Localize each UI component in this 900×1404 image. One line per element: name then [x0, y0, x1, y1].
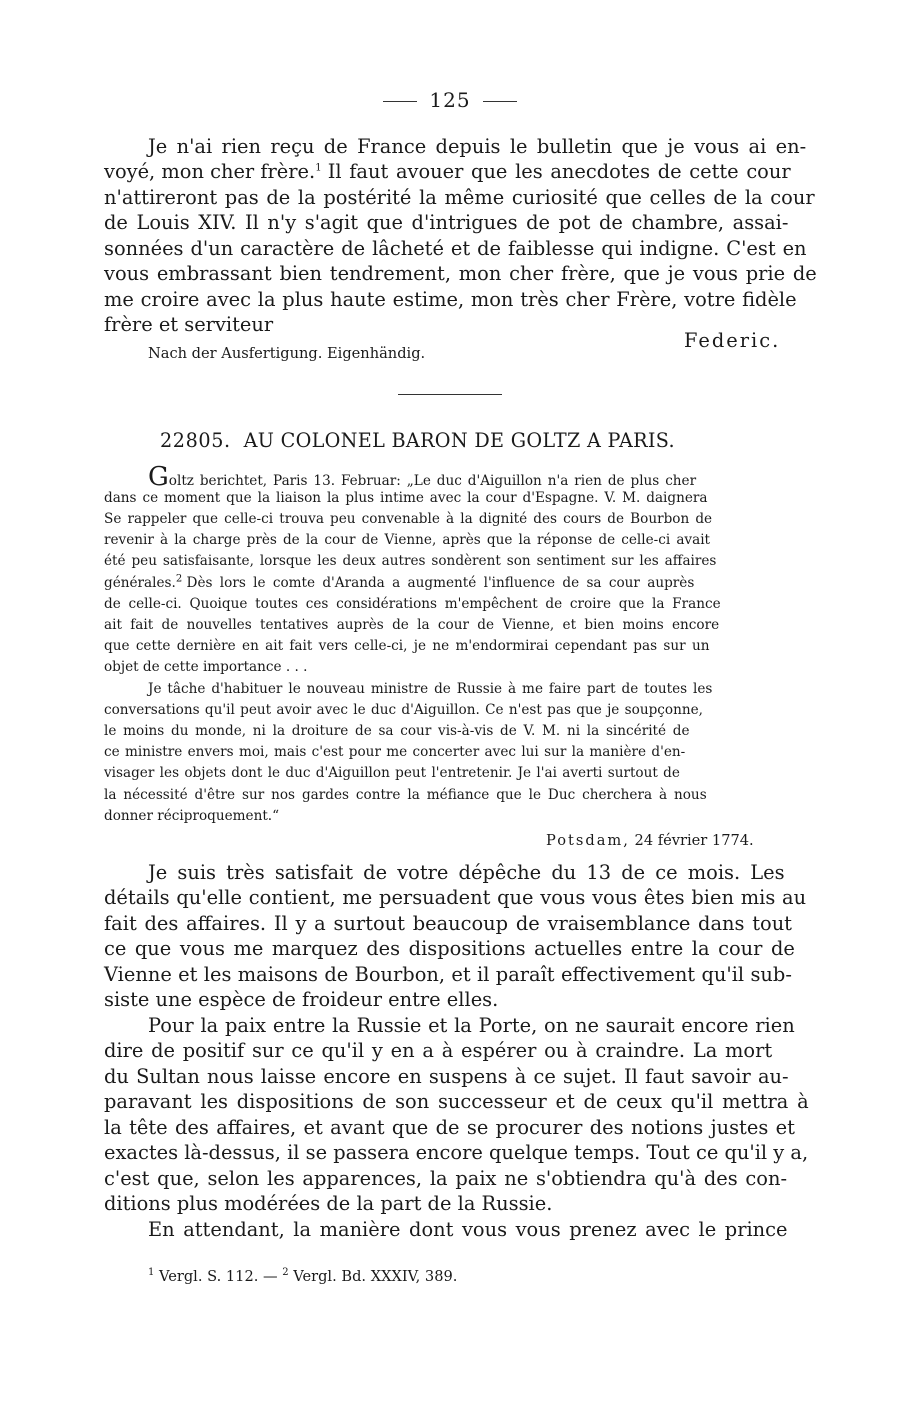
- initial-letter: G: [148, 462, 169, 492]
- letter1-line: sonnées d'un caractère de lâcheté et de faiblesse qui indigne. C'est en: [104, 237, 807, 260]
- body-line: En attendant, la manière dont vous vous prenez avec le prince: [148, 1218, 788, 1241]
- footnote-mark: 1: [148, 1267, 155, 1279]
- section-separator: [398, 394, 502, 395]
- summary-line: ait fait de nouvelles tentatives auprès de la cour de Vienne, et bien moins encore: [104, 617, 720, 633]
- body-line: fait des affaires. Il y a surtout beaucoup de vraisemblance dans tout: [104, 912, 792, 935]
- footnote-ref: 2: [175, 573, 183, 585]
- body-line: Je suis très satisfait de votre dépêche du 13 de ce mois. Les: [148, 861, 785, 884]
- body-line: ditions plus modérées de la part de la Russie.: [104, 1192, 553, 1215]
- summary-line: dans ce moment que la liaison la plus intime avec la cour d'Espagne. V. M. daignera: [104, 490, 708, 506]
- summary-line: conversations qu'il peut avoir avec le duc d'Aiguillon. Ce n'est pas que je soupçonne,: [104, 702, 703, 718]
- summary-text: générales.: [104, 575, 176, 591]
- footnote-mark: 2: [282, 1267, 289, 1279]
- page-number-right-rule: [483, 101, 517, 102]
- letter1-line: frère et serviteur: [104, 313, 274, 336]
- letter1-line: [104, 160, 791, 183]
- source-note: Nach der Ausfertigung. Eigenhändig.: [148, 345, 426, 362]
- body-line: Pour la paix entre la Russie et la Porte, on ne saurait encore rien: [148, 1014, 795, 1037]
- body-line: siste une espèce de froideur entre elles.: [104, 988, 499, 1011]
- summary-line: objet de cette importance . . .: [104, 659, 308, 675]
- letter1-line: me croire avec la plus haute estime, mon très cher Frère, votre fidèle: [104, 288, 797, 311]
- summary-line: la nécessité d'être sur nos gardes contre la méfiance que le Duc cherchera à nous: [104, 787, 707, 803]
- letter-title: AU COLONEL BARON DE GOLTZ A PARIS.: [243, 429, 675, 452]
- body-line: c'est que, selon les apparences, la paix ne s'obtiendra qu'à des con-: [104, 1167, 788, 1190]
- summary-line: ce ministre envers moi, mais c'est pour me concerter avec lui sur la manière d'en-: [104, 744, 686, 760]
- summary-line: donner réciproquement.“: [104, 808, 280, 824]
- letter1-text: Il faut avouer que les anecdotes de cette cour: [327, 160, 791, 183]
- body-line: paravant les dispositions de son successeur et de ceux qu'il mettra à: [104, 1090, 809, 1113]
- dateline-date: 24 février 1774.: [634, 832, 754, 849]
- letter-heading: [160, 429, 675, 452]
- body-line: du Sultan nous laisse encore en suspens à ce sujet. Il faut savoir au-: [104, 1065, 789, 1088]
- summary-line: Je tâche d'habituer le nouveau ministre de Russie à me faire part de toutes les: [148, 681, 713, 697]
- body-line: dire de positif sur ce qu'il y en a à espérer ou à craindre. La mort: [104, 1039, 773, 1062]
- summary-line: [148, 462, 696, 492]
- summary-line: revenir à la charge près de la cour de Vienne, après que la réponse de celle-ci avait: [104, 532, 711, 548]
- letter1-text: voyé, mon cher frère.: [104, 160, 316, 183]
- letter1-line: vous embrassant bien tendrement, mon cher frère, que je vous prie de: [104, 262, 817, 285]
- page-number: [0, 88, 900, 112]
- body-line: la tête des affaires, et avant que de se procurer des notions justes et: [104, 1116, 795, 1139]
- signature: Federic.: [684, 329, 781, 352]
- summary-line: Se rappeler que celle-ci trouva peu convenable à la dignité des cours de Bourbon de: [104, 511, 713, 527]
- letter1-line: n'attireront pas de la postérité la même curiosité que celles de la cour: [104, 186, 815, 209]
- summary-line: le moins du monde, ni la droiture de sa cour vis-à-vis de V. M. ni la sincérité de: [104, 723, 690, 739]
- body-line: ce que vous me marquez des dispositions actuelles entre la cour de: [104, 937, 795, 960]
- dateline: [546, 832, 754, 849]
- summary-text: oltz berichtet, Paris 13. Februar: „Le duc d'Aiguillon n'a rien de plus cher: [168, 473, 697, 489]
- body-line: détails qu'elle contient, me persuadent que vous vous êtes bien mis au: [104, 886, 807, 909]
- footnote-text: Vergl. S. 112. —: [159, 1268, 278, 1285]
- footnote-ref: 1: [315, 162, 322, 174]
- summary-line: visager les objets dont le duc d'Aiguillon peut l'entretenir. Je l'ai averti surtout de: [104, 765, 680, 781]
- footnote-text: Vergl. Bd. XXXIV, 389.: [293, 1268, 458, 1285]
- summary-line: de celle-ci. Quoique toutes ces considérations m'empêchent de croire que la France: [104, 596, 721, 612]
- summary-line: [104, 575, 694, 591]
- letter1-line: de Louis XIV. Il n'y s'agit que d'intrigues de pot de chambre, assai-: [104, 211, 789, 234]
- footnotes: [148, 1268, 457, 1285]
- page-number-text: 125: [429, 88, 471, 112]
- summary-line: été peu satisfaisante, lorsque les deux autres sondèrent son sentiment sur les affaires: [104, 553, 717, 569]
- summary-text: Dès lors le comte d'Aranda a augmenté l'influence de sa cour auprès: [186, 575, 695, 591]
- letter1-line: Je n'ai rien reçu de France depuis le bulletin que je vous ai en-: [148, 135, 807, 158]
- letter-number: 22805.: [160, 429, 231, 452]
- dateline-place: Potsdam,: [546, 832, 630, 849]
- body-line: Vienne et les maisons de Bourbon, et il paraît effectivement qu'il sub-: [104, 963, 792, 986]
- body-line: exactes là-dessus, il se passera encore quelque temps. Tout ce qu'il y a,: [104, 1141, 809, 1164]
- summary-line: que cette dernière en ait fait vers celle-ci, je ne m'endormirai cependant pas sur un: [104, 638, 710, 654]
- page-number-left-rule: [383, 101, 417, 102]
